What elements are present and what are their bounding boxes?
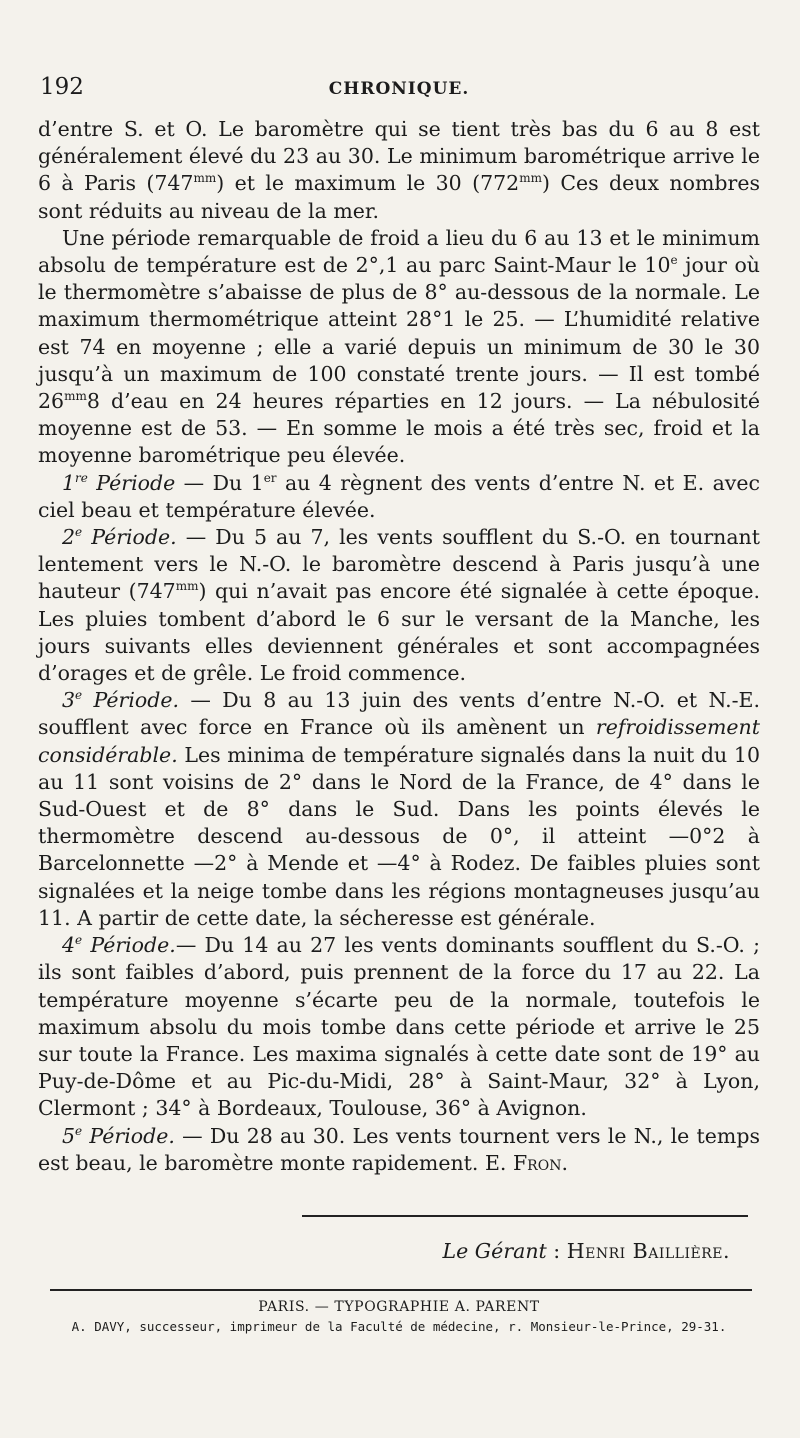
page-number: 192 (40, 74, 84, 100)
paragraph-period-1: 1re Période — Du 1er au 4 règnent des vents d’entre N. et E. avec ciel beau et température élevée. (38, 470, 760, 522)
author-signature: E. Fron. (484, 1150, 568, 1175)
paragraph-cold-period: Une période remarquable de froid a lieu du 6 au 13 et le minimum absolu de température est de 2°,1 au parc Saint-Maur le 10e jour où le thermomètre s’abaisse de plus de 8° au-dessous de la normale. Le maximum thermométrique atteint 28°1 le 25. — L’humidité relative est 74 en moyenne ; elle a varié depuis un minimum de 30 le 30 jusqu’à un maximum de 100 constaté trente jours. — Il est tombé $26^{mm}8$ d’eau en 24 heures réparties en 12 jours. — La nébulosité moyenne est de 53. — En somme le mois a été très sec, froid et la moyenne barométrique peu élevée. (38, 225, 760, 468)
imprint-line: PARIS. — TYPOGRAPHIE A. PARENT (258, 1298, 540, 1315)
paragraph-period-4: 4e Période.— Du 14 au 27 les vents dominants soufflent du S.-O. ; ils sont faibles d’abord, puis prennent de la force du 17 au 22. La température moyenne s’écarte peu de la normale, toutefois le maximum absolu du mois tombe dans cette période et arrive le 25 sur toute la France. Les maxima signalés à cette date sont de 19° au Puy-de-Dôme et au Pic-du-Midi, 28° à Saint-Maur, 32° à Lyon, Clermont ; 34° à Bordeaux, Toulouse, 36° à Avignon. (38, 933, 761, 1121)
divider-rule (302, 1215, 748, 1217)
article-body (38, 116, 760, 1177)
gerant-name: Henri Baillière. (566, 1238, 730, 1263)
period-label: 2e Période. (62, 525, 177, 550)
paragraph-period-5: 5e Période. — Du 28 au 30. Les vents tournent vers le N., le temps est beau, le baromètre monte rapidement. E. Fron. (38, 1123, 760, 1175)
page (38, 72, 760, 1334)
paragraph-continuation: d’entre S. et O. Le baromètre qui se tient très bas du 6 au 8 est généralement élevé du 23 au 30. Le minimum barométrique arrive le 6 à Paris $(747^{mm})$ et le maximum le 30 $(772^{mm})$ Ces deux nombres sont réduits au niveau de la mer. (38, 117, 760, 223)
gerant-label: Le Gérant (442, 1238, 547, 1263)
running-title: CHRONIQUE. (328, 79, 470, 99)
paragraph-period-3: 3e Période. — Du 8 au 13 juin des vents d’entre N.-O. et N.-E. soufflent avec force en France où ils amènent un refroidissement considérable. Les minima de température signalés dans la nuit du 10 au 11 sont voisins de 2° dans le Nord de la France, de 4° dans le Sud-Ouest et de 8° dans le Sud. Dans les points élevés le thermomètre descend au-dessous de 0°, il atteint —0°2 à Barcelonnette —2° à Mende et —4° à Rodez. De faibles pluies sont signalées et la neige tombe dans les régions montagneuses jusqu’au 11. A partir de cette date, la sécheresse est générale. (38, 688, 760, 930)
emphasis: refroidissement considérable. (38, 715, 760, 767)
divider-rule (50, 1289, 752, 1291)
paragraph-period-2: 2e Période. — Du 5 au 7, les vents soufflent du S.-O. en tournant lentement vers le N.-O. le baromètre descend à Paris jusqu’à une hauteur $(747^{mm})$ qui n’avait pas encore été signalée à cette époque. Les pluies tombent d’abord le 6 sur le versant de la Manche, les jours suivants elles deviennent générales et sont accompagnées d’orages et de grêle. Le froid commence. (38, 525, 760, 686)
period-label: 5e Période. (62, 1123, 175, 1148)
printer-address: A. DAVY, successeur, imprimeur de la Faculté de médecine, r. Monsieur-le-Prince, 29-31. (71, 1318, 727, 1334)
page-header (38, 72, 760, 108)
period-label: 4e Période. (62, 933, 176, 958)
gerant-line: Le Gérant : Henri Baillière. (442, 1238, 730, 1263)
period-label: 1re Période (62, 470, 176, 495)
period-label: 3e Période. (62, 688, 179, 713)
